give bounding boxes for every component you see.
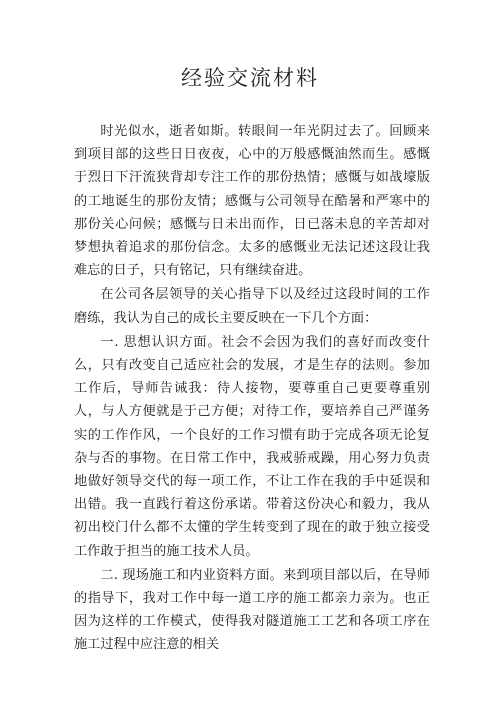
paragraph-intro: 时光似水，逝者如斯。转眼间一年光阴过去了。回顾来到项目部的这些日日夜夜，心中的万般感慨油然而生。感慨于烈日下汗流狭背却专注工作的那份热情；感慨与如战壕版的工地诞生的那份友情；感慨与公司领导在酷暑和严寒中的那份关心问候；感慨与日未出而作，日已落未息的辛苦却对梦想执着追求的那份信念。太多的感慨业无法记述这段让我难忘的日子，只有铭记，只有继续奋进。: [74, 124, 430, 279]
document-body: [74, 120, 430, 657]
paragraph-ideology: 一. 思想认识方面。社会不会因为我们的喜好而改变什么，只有改变自己适应社会的发展，才是生存的法则。参加工作后，导师告诫我：待人接物，要尊重自己更要尊重别人，与人方便就是于己方便；对待工作，要培养自己严谨务实的工作作风，一个良好的工作习惯有助于完成各项无论复杂与否的事物。在日常工作中，我戒骄戒躁，用心努力负责地做好领导交代的每一项工作，不让工作在我的手中延误和出错。我一直践行着这份承诺。带着这份决心和毅力，我从初出校门什么都不太懂的学生转变到了现在的敢于独立接受工作敢于担当的施工技术人员。: [74, 334, 430, 559]
document-title: 经验交流材料: [181, 66, 319, 90]
paragraph-growth-summary: 在公司各层领导的关心指导下以及经过这段时间的工作磨练，我认为自己的成长主要反映在一下几个方面：: [74, 287, 430, 326]
paragraph-site-construction: 二. 现场施工和内业资料方面。来到项目部以后，在导师的指导下，我对工作中每一道工序的施工都亲力亲为。也正因为这样的工作模式，使得我对隧道施工工艺和各项工序在施工过程中应注意的相关: [74, 567, 430, 653]
